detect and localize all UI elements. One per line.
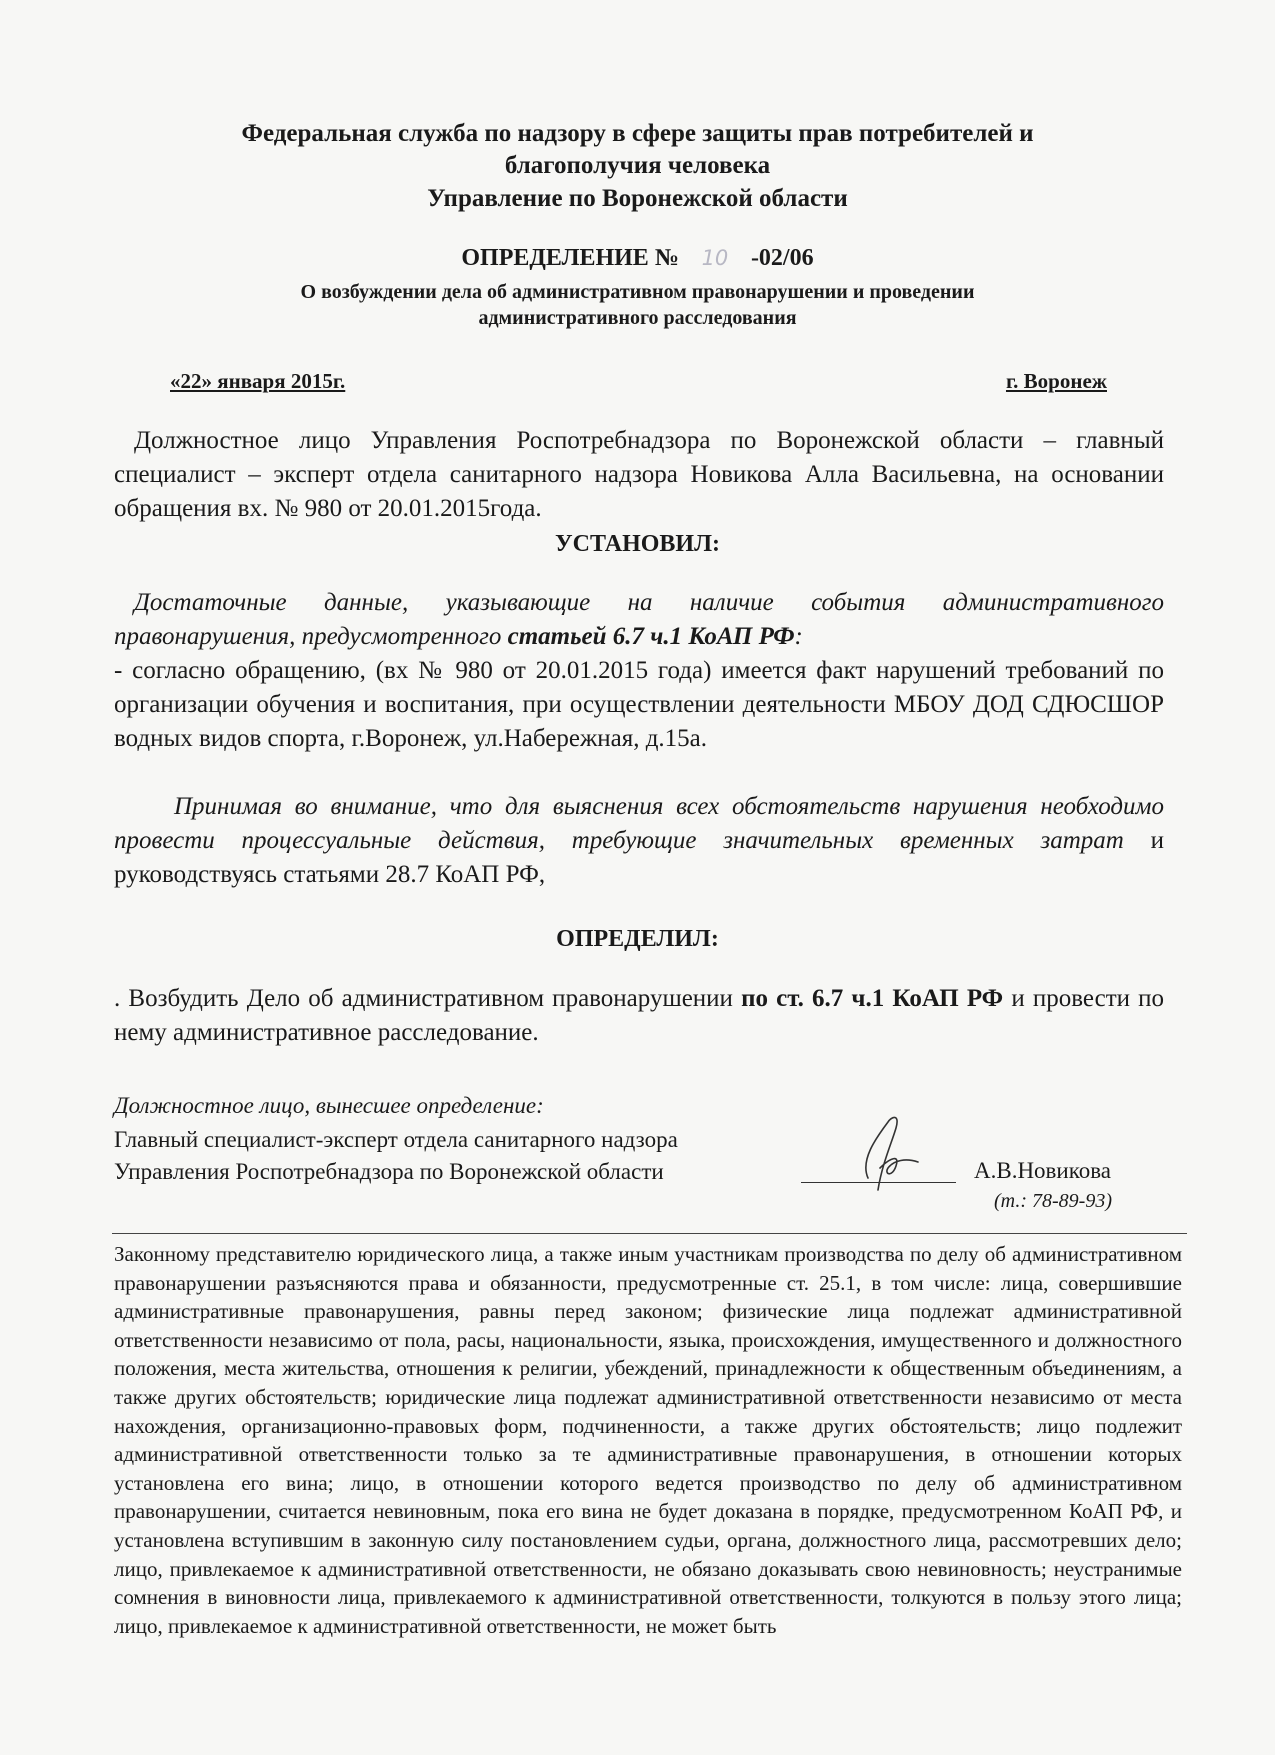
established-article: статьей 6.7 ч.1 КоАП РФ [507, 623, 795, 650]
considering-italic: Принимая во внимание, что для выяснения всех обстоятельств нарушения необходимо провести процессуальные действия, требующие значительных временных затрат [114, 793, 1164, 854]
title-prefix: ОПРЕДЕЛЕНИЕ № [461, 245, 679, 271]
document-city: г. Воронеж [1005, 369, 1107, 393]
handwritten-number: 10 [701, 246, 729, 270]
decision-tail: и провести по нему административное расследование. [114, 985, 1165, 1046]
rights-footnote: Законному представителю юридического лица, а также иным участникам производства по делу об административном правонарушении разъясняются права и обязанности, предусмотренные ст. 25.1, в том числе: лица, совершившие административные правонарушения, равны перед законом; физические лица подлежат административной ответственности независимо от пола, расы, национальности, языка, происхождения, имущественного и должностного положения, места жительства, отношения к религии, убеждений, принадлежности к общественным объединениям, а также других обстоятельств; юридические лица подлежат административной ответственности независимо от места нахождения, организационно-правовых форм, подчиненности, а также других обстоятельств; лицо подлежит административной ответственности только за те административные правонарушения, в отношении которых установлена его вина; лицо, в отношении которого ведется производство по делу об административном правонарушении, считается невиновным, пока его вина не будет доказана в порядке, предусмотренном КоАП РФ, и установлена вступившим в законную силу постановлением судьи, органа, должностного лица, рассмотревших дело; лицо, привлекаемое к административной ответственности, не обязано доказывать свою невиновность; неустранимые сомнения в виновности лица, привлекаемого к административной ответственности, толкуются в пользу этого лица; лицо, привлекаемое к административной ответственности, не может быть [114, 1242, 1182, 1638]
agency-name-line2: благополучия человека [504, 152, 771, 179]
footnote-divider [112, 1233, 1187, 1234]
signature-position-line2: Управления Роспотребнадзора по Воронежской области [114, 1159, 664, 1184]
determination-title [0, 245, 1275, 272]
established-heading: УСТАНОВИЛ: [555, 531, 720, 557]
decided-heading: ОПРЕДЕЛИЛ: [556, 926, 719, 952]
title-suffix: -02/06 [750, 245, 814, 271]
agency-name-line1: Федеральная служба по надзору в сфере защиты прав потребителей и [241, 120, 1034, 147]
department-name: Управление по Воронежской области [427, 185, 848, 212]
decision-lead: . Возбудить Дело об административном правонарушении [114, 985, 733, 1012]
considering-tail: и руководствуясь статьями 28.7 КоАП РФ, [114, 827, 1165, 888]
handwritten-signature-icon [830, 1108, 950, 1198]
considering-paragraph [114, 790, 1164, 892]
established-colon: : [794, 623, 803, 650]
decision-paragraph [114, 982, 1164, 1050]
established-italic: Достаточные данные, указывающие на наличие события административного правонарушения, предусмотренного [114, 589, 1164, 650]
fact-paragraph: - согласно обращению, (вх № 980 от 20.01.2015 года) имеется факт нарушений требований по организации обучения и воспитания, при осуществлении деятельности МБОУ ДОД СДЮСШОР водных видов спорта, г.Воронеж, ул.Набережная, д.15а. [114, 657, 1164, 752]
signature-label: Должностное лицо, вынесшее определение: [114, 1093, 544, 1118]
determination-subtitle-line2: административного расследования [478, 307, 797, 329]
established-paragraph [114, 586, 1164, 654]
document-date: «22» января 2015г. [170, 369, 346, 393]
decision-article: по ст. 6.7 ч.1 КоАП РФ [741, 985, 1004, 1012]
intro-paragraph: Должностное лицо Управления Роспотребнадзора по Воронежской области – главный специалист – эксперт отдела санитарного надзора Новикова Алла Васильевна, на основании обращения вх. № 980 от 20.01.2015года. [114, 427, 1164, 522]
signature-position-line1: Главный специалист-эксперт отдела санитарного надзора [114, 1127, 678, 1152]
signatory-name: А.В.Новикова [974, 1158, 1112, 1183]
determination-subtitle-line1: О возбуждении дела об административном правонарушении и проведении [300, 281, 975, 303]
signatory-phone: (т.: 78-89-93) [994, 1190, 1112, 1212]
